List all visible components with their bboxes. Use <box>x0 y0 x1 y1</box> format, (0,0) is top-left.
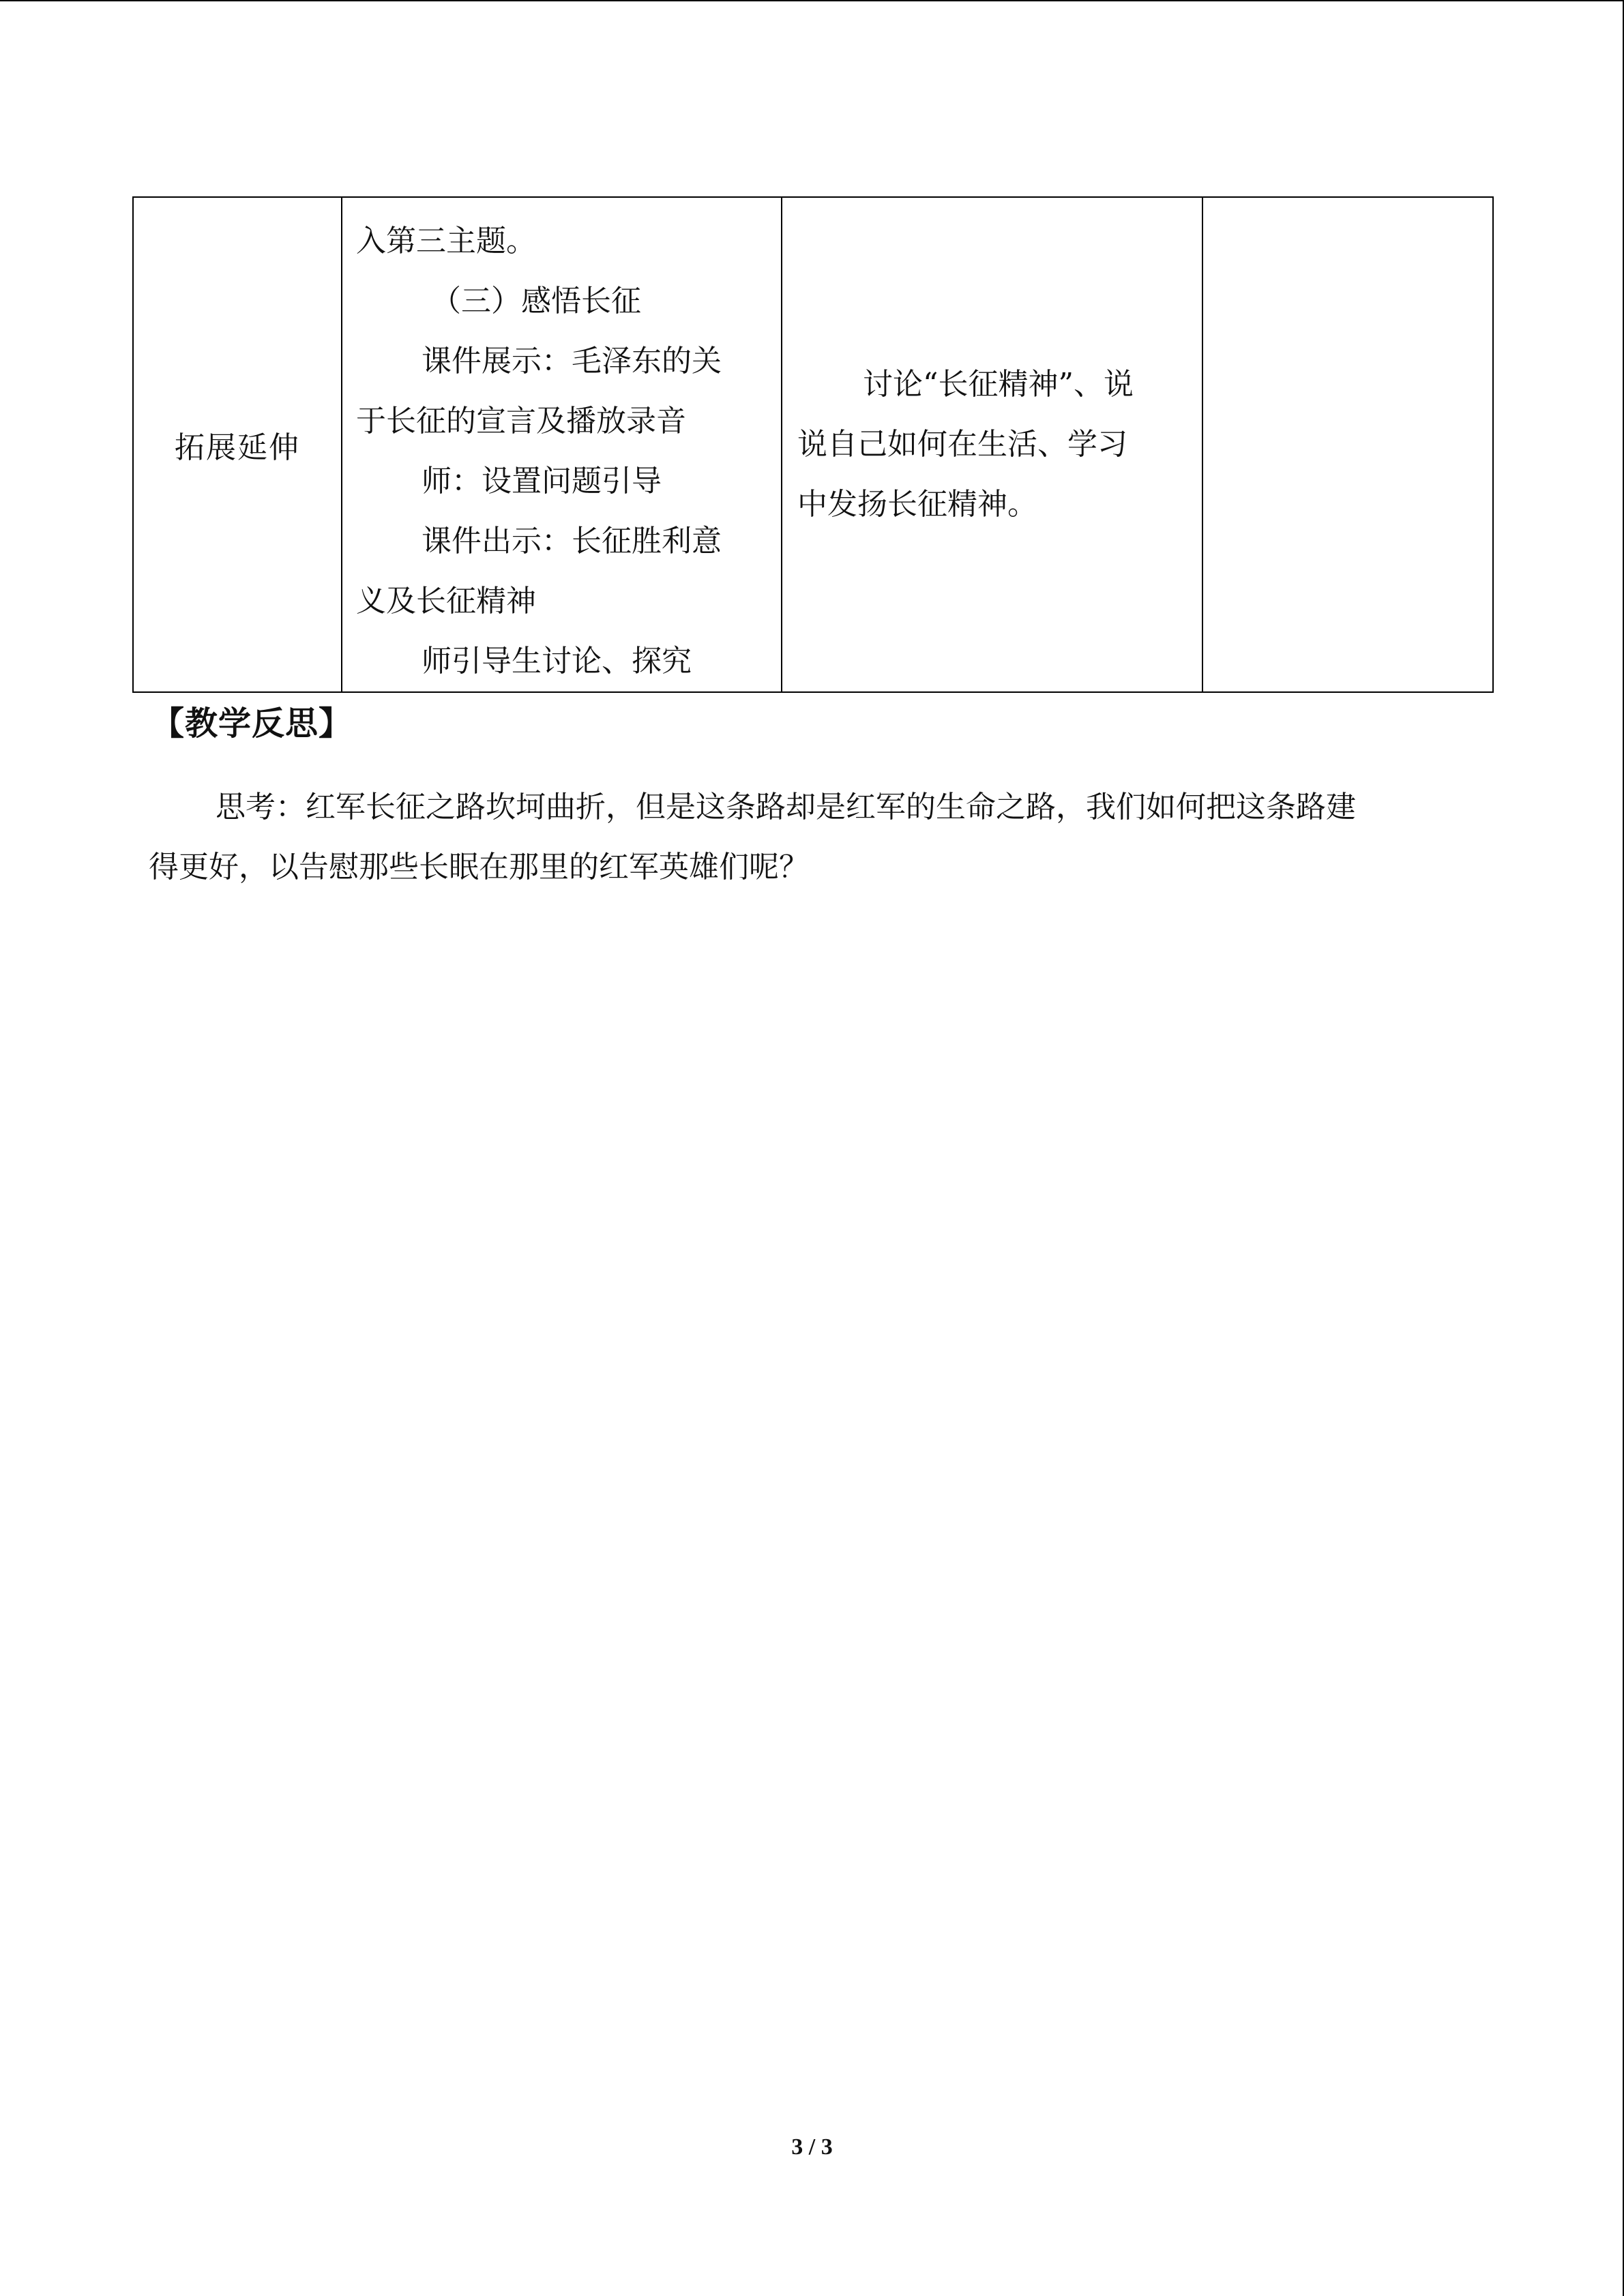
teacher-line: 于长征的宣言及播放录音 <box>356 404 686 438</box>
student-line: 讨论“长征精神”、说 <box>863 367 1134 402</box>
teacher-line: 义及长征精神 <box>356 584 536 618</box>
stage-label: 拓展延伸 <box>175 430 300 465</box>
reflection-line: 得更好，以告慰那些长眠在那里的红军英雄们呢？ <box>149 850 809 884</box>
teacher-activity-cell <box>342 197 782 692</box>
student-line: 中发扬长征精神。 <box>797 487 1037 522</box>
table-row <box>133 197 1493 692</box>
teacher-line: 师引导生讨论、探究 <box>422 644 692 679</box>
teacher-line: 师：设置问题引导 <box>422 464 662 498</box>
reflection-line: 思考：红军长征之路坎坷曲折，但是这条路却是红军的生命之路，我们如何把这条路建 <box>216 790 1356 824</box>
teacher-line: 课件出示：长征胜利意 <box>422 524 722 558</box>
stage-cell <box>133 197 342 692</box>
student-activity-cell <box>782 197 1202 692</box>
notes-cell <box>1202 197 1493 692</box>
teacher-line: （三）感悟长征 <box>431 284 641 318</box>
teacher-line: 课件展示：毛泽东的关 <box>422 344 722 378</box>
reflection-heading: 【教学反思】 <box>151 704 353 743</box>
student-line: 说自己如何在生活、学习 <box>797 427 1127 462</box>
teacher-line: 入第三主题。 <box>356 224 536 258</box>
page-number: 3 / 3 <box>791 2134 833 2160</box>
reflection-paragraph <box>149 777 1486 897</box>
lesson-table <box>132 196 1494 693</box>
